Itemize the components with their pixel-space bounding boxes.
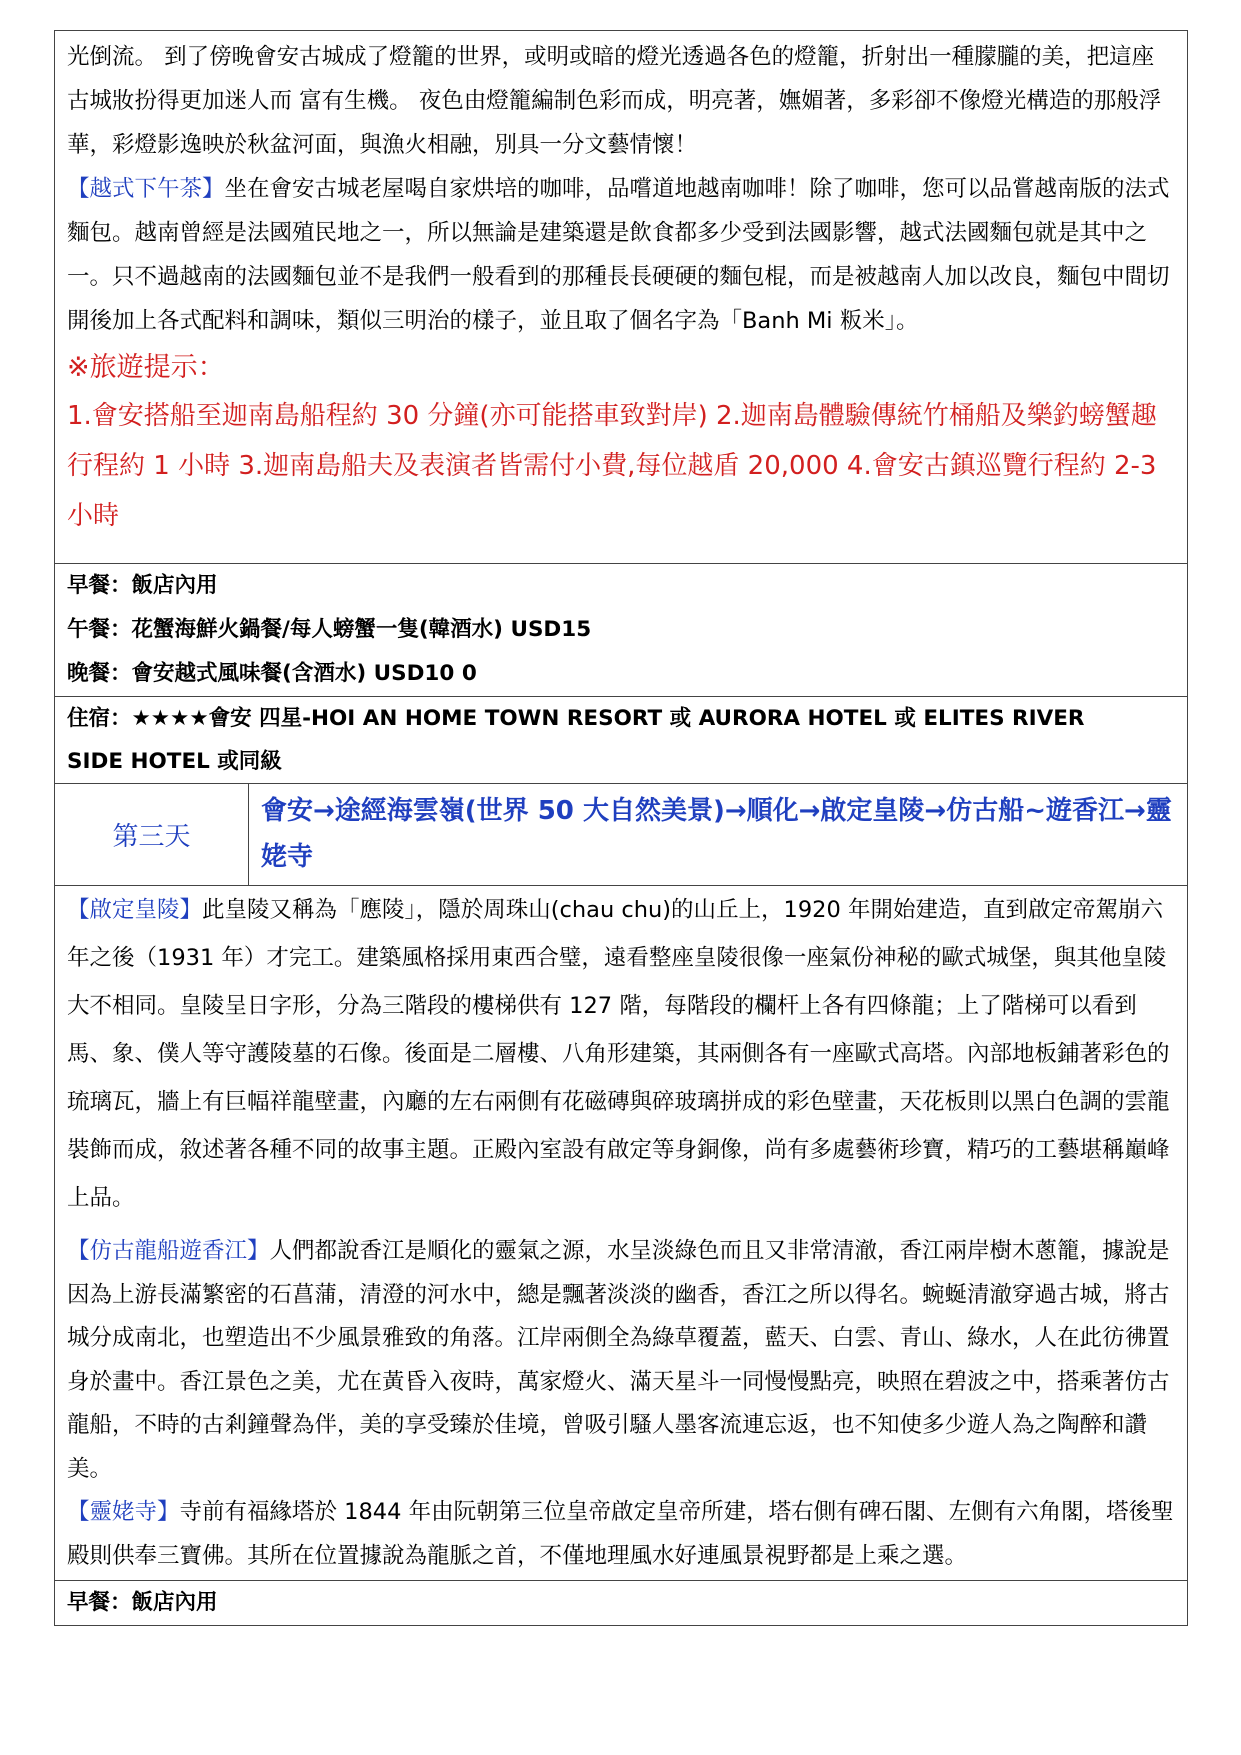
- tomb-body: 此皇陵又稱為「應陵」，隱於周珠山(chau chu)的山丘上，1920 年開始建造，直到啟定帝駕崩六年之後（1931 年）才完工。建築風格採用東西合璧，遠看整座皇陵很像一座氣份神秘的歐式城堡，與其他皇陵大不相同。皇陵呈日字形，分為三階段的樓梯供有 127 階，每階段的欄杆上各有四條龍；上了階梯可以看到馬、象、僕人等守護陵墓的石像。後面是二層樓、八角形建築，其兩側各有一座歐式高塔。內部地板鋪著彩色的琉璃瓦，牆上有巨幅祥龍壁畫，內廳的左右兩側有花磁磚與碎玻璃拼成的彩色壁畫，天花板則以黑白色調的雲龍裝飾而成，敘述著各種不同的故事主題。正殿內室設有啟定等身銅像，尚有多處藝術珍寶，精巧的工藝堪稱巔峰上品。: [67, 897, 1170, 1211]
- day3-breakfast: 早餐：飯店內用: [67, 1590, 218, 1615]
- day3-route: 會安→途經海雲嶺(世界 50 大自然美景)→順化→啟定皇陵→仿古船~遊香江→靈姥寺: [261, 796, 1172, 872]
- afternoon-tea-title: 【越式下午茶】: [67, 176, 225, 202]
- tomb-title: 【啟定皇陵】: [67, 897, 203, 923]
- lantern-paragraph: 光倒流。 到了傍晚會安古城成了燈籠的世界，或明或暗的燈光透過各色的燈籠，折射出一種朦朧的美，把這座古城妝扮得更加迷人而 富有生機。 夜色由燈籠編制色彩而成，明亮著，嫵媚著，多彩卻不像燈光構造的那般浮華，彩燈影逸映於秋盆河面，與漁火相融，別具一分文藝情懷！: [67, 44, 1162, 158]
- day2-description-row: [55, 31, 1187, 563]
- day3-description-row: [55, 885, 1187, 1580]
- temple-body: 寺前有福緣塔於 1844 年由阮朝第三位皇帝啟定皇帝所建，塔右側有碑石閣、左側有六角閣，塔後聖殿則供奉三寶佛。其所在位置據說為龍脈之首，不僅地理風水好連風景視野都是上乘之選。: [67, 1499, 1174, 1569]
- travel-tips-title: ※旅遊提示：: [67, 352, 225, 383]
- river-paragraph: [67, 1230, 1175, 1491]
- day3-meals-row: [55, 1580, 1187, 1625]
- day3-header-row: [55, 783, 1187, 885]
- afternoon-tea-paragraph: [67, 167, 1175, 343]
- temple-title: 【靈姥寺】: [67, 1499, 180, 1525]
- day3-label: 第三天: [55, 784, 249, 885]
- afternoon-tea-body: 坐在會安古城老屋喝自家烘培的咖啡，品嚐道地越南咖啡！除了咖啡，您可以品嘗越南版的法式麵包。越南曾經是法國殖民地之一，所以無論是建築還是飲食都多少受到法國影響，越式法國麵包就是其中之一。只不過越南的法國麵包並不是我們一般看到的那種長長硬硬的麵包棍，而是被越南人加以改良，麵包中間切開後加上各式配料和調味，類似三明治的樣子，並且取了個名字為「Banh Mi 粄米」。: [67, 176, 1170, 334]
- day2-breakfast: 早餐：飯店內用: [67, 573, 218, 598]
- itinerary-table: [54, 30, 1188, 1626]
- day2-dinner: 晚餐：會安越式風味餐(含酒水) USD10 0: [67, 661, 477, 686]
- temple-paragraph: [67, 1491, 1175, 1578]
- travel-tips-body: 1.會安搭船至迦南島船程約 30 分鐘(亦可能搭車致對岸) 2.迦南島體驗傳統竹桶船及樂釣螃蟹趣行程約 1 小時 3.迦南島船夫及表演者皆需付小費,每位越盾 20,000 4.會安古鎮巡覽行程約 2-3 小時: [67, 401, 1157, 531]
- day2-meals-row: [55, 563, 1187, 696]
- river-body: 人們都說香江是順化的靈氣之源，水呈淡綠色而且又非常清澈，香江兩岸樹木蔥籠，據說是因為上游長滿繁密的石菖蒲，清澄的河水中，總是飄著淡淡的幽香，香江之所以得名。蜿蜒清澈穿過古城，將古城分成南北，也塑造出不少風景雅致的角落。江岸兩側全為綠草覆蓋，藍天、白雲、青山、綠水，人在此彷彿置身於畫中。香江景色之美，尤在黃昏入夜時，萬家燈火、滿天星斗一同慢慢點亮，映照在碧波之中，搭乘著仿古龍船，不時的古剎鐘聲為伴，美的享受臻於佳境，曾吸引騷人墨客流連忘返，也不知使多少遊人為之陶醉和讚美。: [67, 1238, 1170, 1482]
- river-title: 【仿古龍船遊香江】: [67, 1238, 270, 1264]
- day2-lunch: 午餐：花蟹海鮮火鍋餐/每人螃蟹一隻(韓酒水) USD15: [67, 617, 592, 642]
- lodging-text: 住宿：★★★★會安 四星-HOI AN HOME TOWN RESORT 或 AURORA HOTEL 或 ELITES RIVER SIDE HOTEL 或同級: [67, 706, 1085, 774]
- day2-lodging-row: [55, 696, 1187, 783]
- tomb-paragraph: [67, 886, 1175, 1222]
